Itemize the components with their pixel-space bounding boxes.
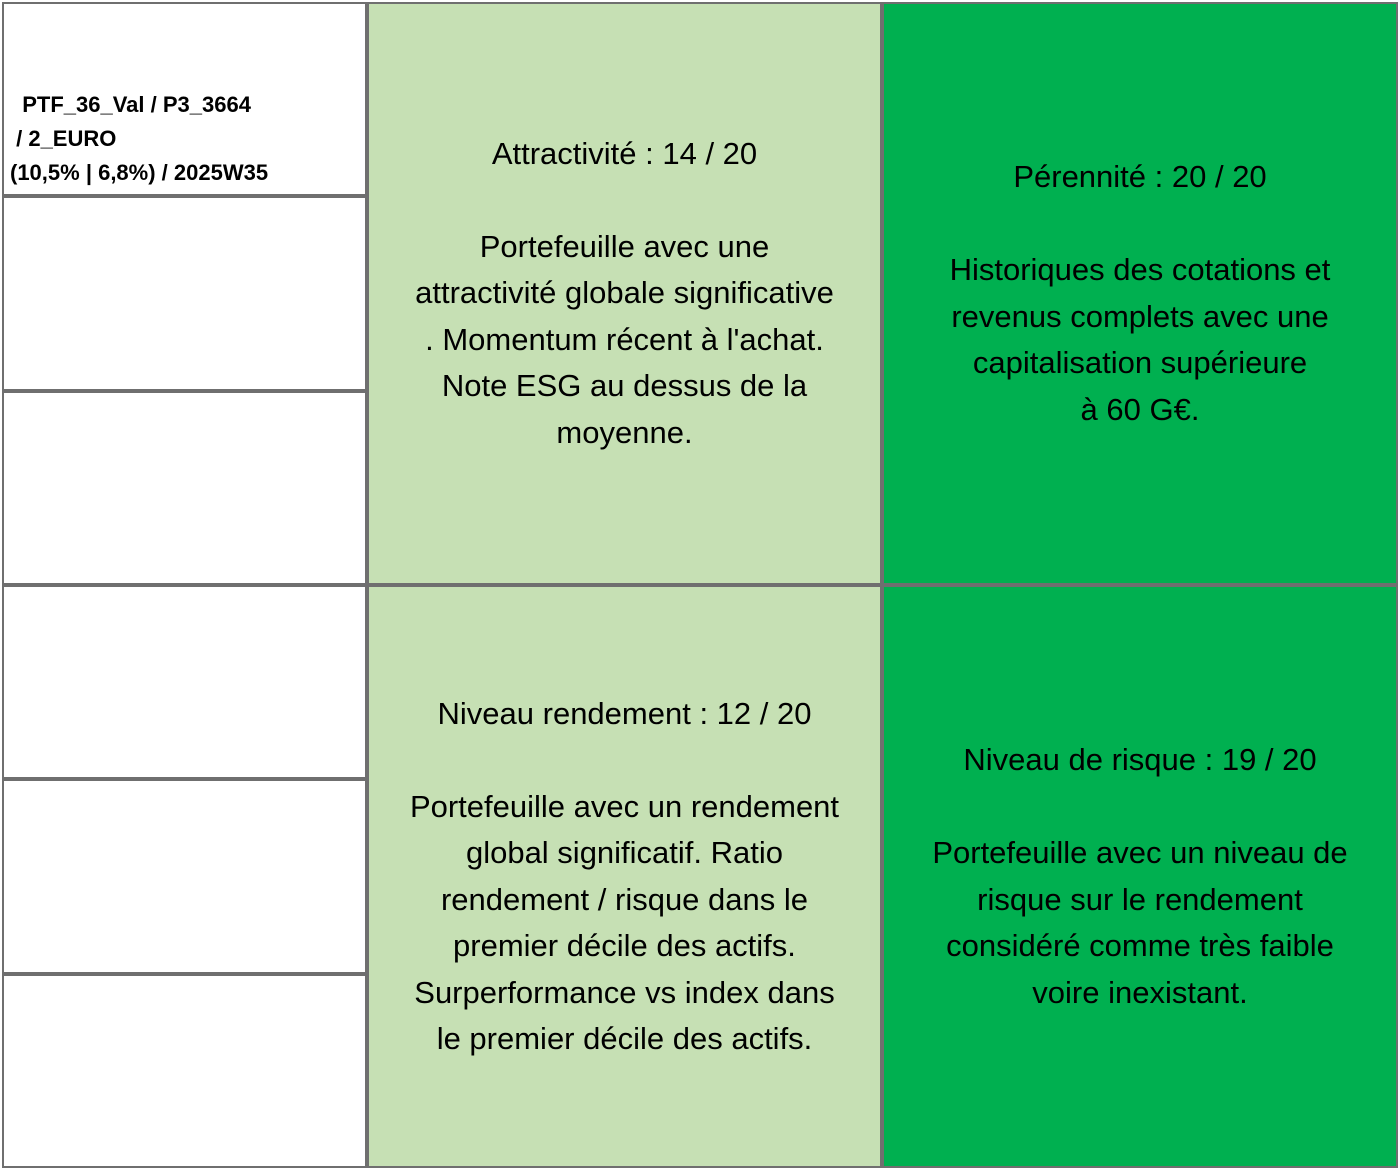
portfolio-header-text: PTF_36_Val / P3_3664 / 2_EURO (10,5% | 6,8%) / 2025W35 xyxy=(10,92,269,185)
perennite-description: Historiques des cotations et revenus complets avec une capitalisation supérieure à 60 G€. xyxy=(949,252,1331,427)
attractivite-description: Portefeuille avec une attractivité globale significative . Momentum récent à l'achat. Note ESG au dessus de la moyenne. xyxy=(415,228,834,450)
risque-title: Niveau de risque : 19 / 20 xyxy=(963,742,1317,777)
portfolio-header-cell xyxy=(2,2,367,196)
empty-cell xyxy=(2,391,367,585)
risque-description: Portefeuille avec un niveau de risque sur le rendement considéré comme très faible voire inexistant. xyxy=(932,835,1348,1010)
empty-cell xyxy=(2,974,367,1168)
empty-cell xyxy=(2,779,367,974)
risque-cell xyxy=(882,585,1398,1168)
attractivite-cell xyxy=(367,2,882,585)
rendement-cell xyxy=(367,585,882,1168)
attractivite-title: Attractivité : 14 / 20 xyxy=(491,135,758,171)
empty-cell xyxy=(2,196,367,391)
perennite-title: Pérennité : 20 / 20 xyxy=(1013,159,1267,194)
rendement-description: Portefeuille avec un rendement global significatif. Ratio rendement / risque dans le premier décile des actifs. Surperformance vs index dans le premier décile des actifs. xyxy=(409,788,840,1056)
perennite-cell xyxy=(882,2,1398,585)
rendement-title: Niveau rendement : 12 / 20 xyxy=(437,695,812,731)
empty-cell xyxy=(2,585,367,779)
